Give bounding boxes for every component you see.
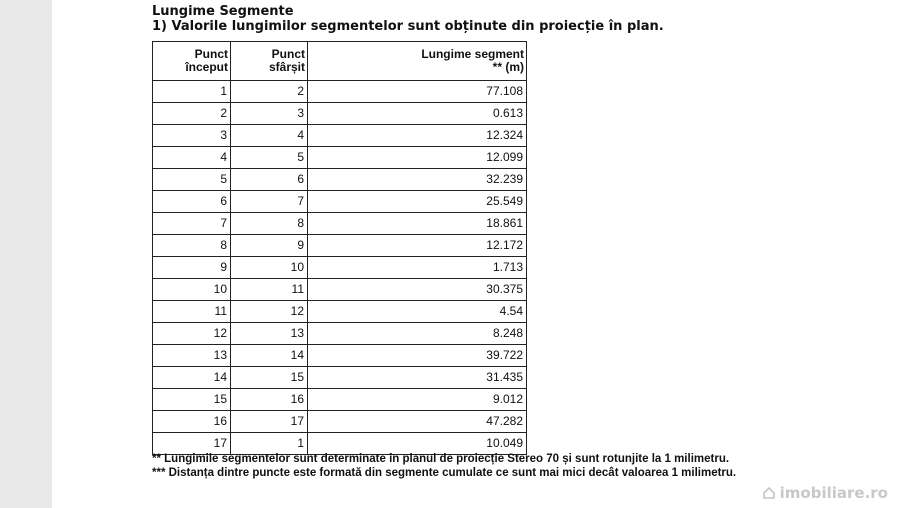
table-header-row	[153, 42, 527, 81]
cell-segment-length: 10.049	[308, 433, 527, 455]
cell-start-point: 1	[153, 81, 231, 103]
cell-start-point: 15	[153, 389, 231, 411]
cell-end-point: 3	[231, 103, 308, 125]
header-start-point	[153, 42, 231, 81]
segments-table-body	[153, 81, 527, 455]
cell-end-point: 15	[231, 367, 308, 389]
table-row	[153, 235, 527, 257]
cell-segment-length: 25.549	[308, 191, 527, 213]
header-start-line1: Punct	[194, 47, 228, 61]
cell-segment-length: 12.324	[308, 125, 527, 147]
header-end-point	[231, 42, 308, 81]
cell-end-point: 16	[231, 389, 308, 411]
cell-segment-length: 8.248	[308, 323, 527, 345]
cell-start-point: 17	[153, 433, 231, 455]
cell-end-point: 4	[231, 125, 308, 147]
header-length-line2: ** (m)	[492, 60, 524, 74]
watermark-text: imobiliare.ro	[779, 484, 888, 502]
cell-end-point: 1	[231, 433, 308, 455]
cell-segment-length: 12.099	[308, 147, 527, 169]
cell-start-point: 10	[153, 279, 231, 301]
table-row	[153, 279, 527, 301]
footnote-distance: *** Distanța dintre puncte este formată din segmente cumulate ce sunt mai mici decât valoarea 1 milimetru.	[152, 467, 737, 479]
cell-segment-length: 39.722	[308, 345, 527, 367]
cell-end-point: 7	[231, 191, 308, 213]
footnotes	[152, 452, 736, 480]
cell-start-point: 7	[153, 213, 231, 235]
segments-table	[152, 41, 527, 455]
watermark	[762, 484, 888, 502]
cell-start-point: 6	[153, 191, 231, 213]
section-title: Lungime Segmente	[152, 4, 294, 19]
cell-segment-length: 12.172	[308, 235, 527, 257]
cell-end-point: 6	[231, 169, 308, 191]
table-row	[153, 213, 527, 235]
table-row	[153, 125, 527, 147]
table-row	[153, 411, 527, 433]
cell-segment-length: 47.282	[308, 411, 527, 433]
cell-end-point: 13	[231, 323, 308, 345]
cell-start-point: 13	[153, 345, 231, 367]
table-row	[153, 257, 527, 279]
table-row	[153, 323, 527, 345]
cell-start-point: 8	[153, 235, 231, 257]
cell-end-point: 14	[231, 345, 308, 367]
cell-segment-length: 0.613	[308, 103, 527, 125]
header-segment-length	[308, 42, 527, 81]
cell-segment-length: 30.375	[308, 279, 527, 301]
cell-segment-length: 1.713	[308, 257, 527, 279]
table-row	[153, 147, 527, 169]
table-row	[153, 169, 527, 191]
table-row	[153, 389, 527, 411]
cell-start-point: 11	[153, 301, 231, 323]
cell-segment-length: 77.108	[308, 81, 527, 103]
section-subtitle: 1) Valorile lungimilor segmentelor sunt obținute din proiecție în plan.	[152, 19, 664, 34]
cell-start-point: 16	[153, 411, 231, 433]
cell-start-point: 14	[153, 367, 231, 389]
cell-segment-length: 9.012	[308, 389, 527, 411]
table-row	[153, 191, 527, 213]
cell-end-point: 11	[231, 279, 308, 301]
cell-end-point: 5	[231, 147, 308, 169]
cell-segment-length: 31.435	[308, 367, 527, 389]
cell-segment-length: 32.239	[308, 169, 527, 191]
cell-end-point: 2	[231, 81, 308, 103]
cell-end-point: 8	[231, 213, 308, 235]
table-row	[153, 367, 527, 389]
cell-end-point: 9	[231, 235, 308, 257]
house-logo-icon	[762, 486, 776, 500]
cell-start-point: 4	[153, 147, 231, 169]
header-start-line2: început	[185, 60, 228, 74]
cell-end-point: 10	[231, 257, 308, 279]
cell-end-point: 17	[231, 411, 308, 433]
cell-end-point: 12	[231, 301, 308, 323]
cell-start-point: 5	[153, 169, 231, 191]
header-end-line2: sfârșit	[268, 60, 305, 74]
table-row	[153, 103, 527, 125]
header-length-line1: Lungime segment	[421, 47, 524, 61]
table-row	[153, 81, 527, 103]
cell-start-point: 12	[153, 323, 231, 345]
header-end-line1: Punct	[271, 47, 305, 61]
cell-start-point: 3	[153, 125, 231, 147]
table-row	[153, 301, 527, 323]
cell-start-point: 9	[153, 257, 231, 279]
cell-segment-length: 18.861	[308, 213, 527, 235]
left-margin	[0, 0, 52, 508]
footnote-rounding: ** Lungimile segmentelor sunt determinate în planul de proiecție Stereo 70 și sunt rotunjite la 1 milimetru.	[152, 453, 730, 465]
table-row	[153, 345, 527, 367]
cell-segment-length: 4.54	[308, 301, 527, 323]
cell-start-point: 2	[153, 103, 231, 125]
